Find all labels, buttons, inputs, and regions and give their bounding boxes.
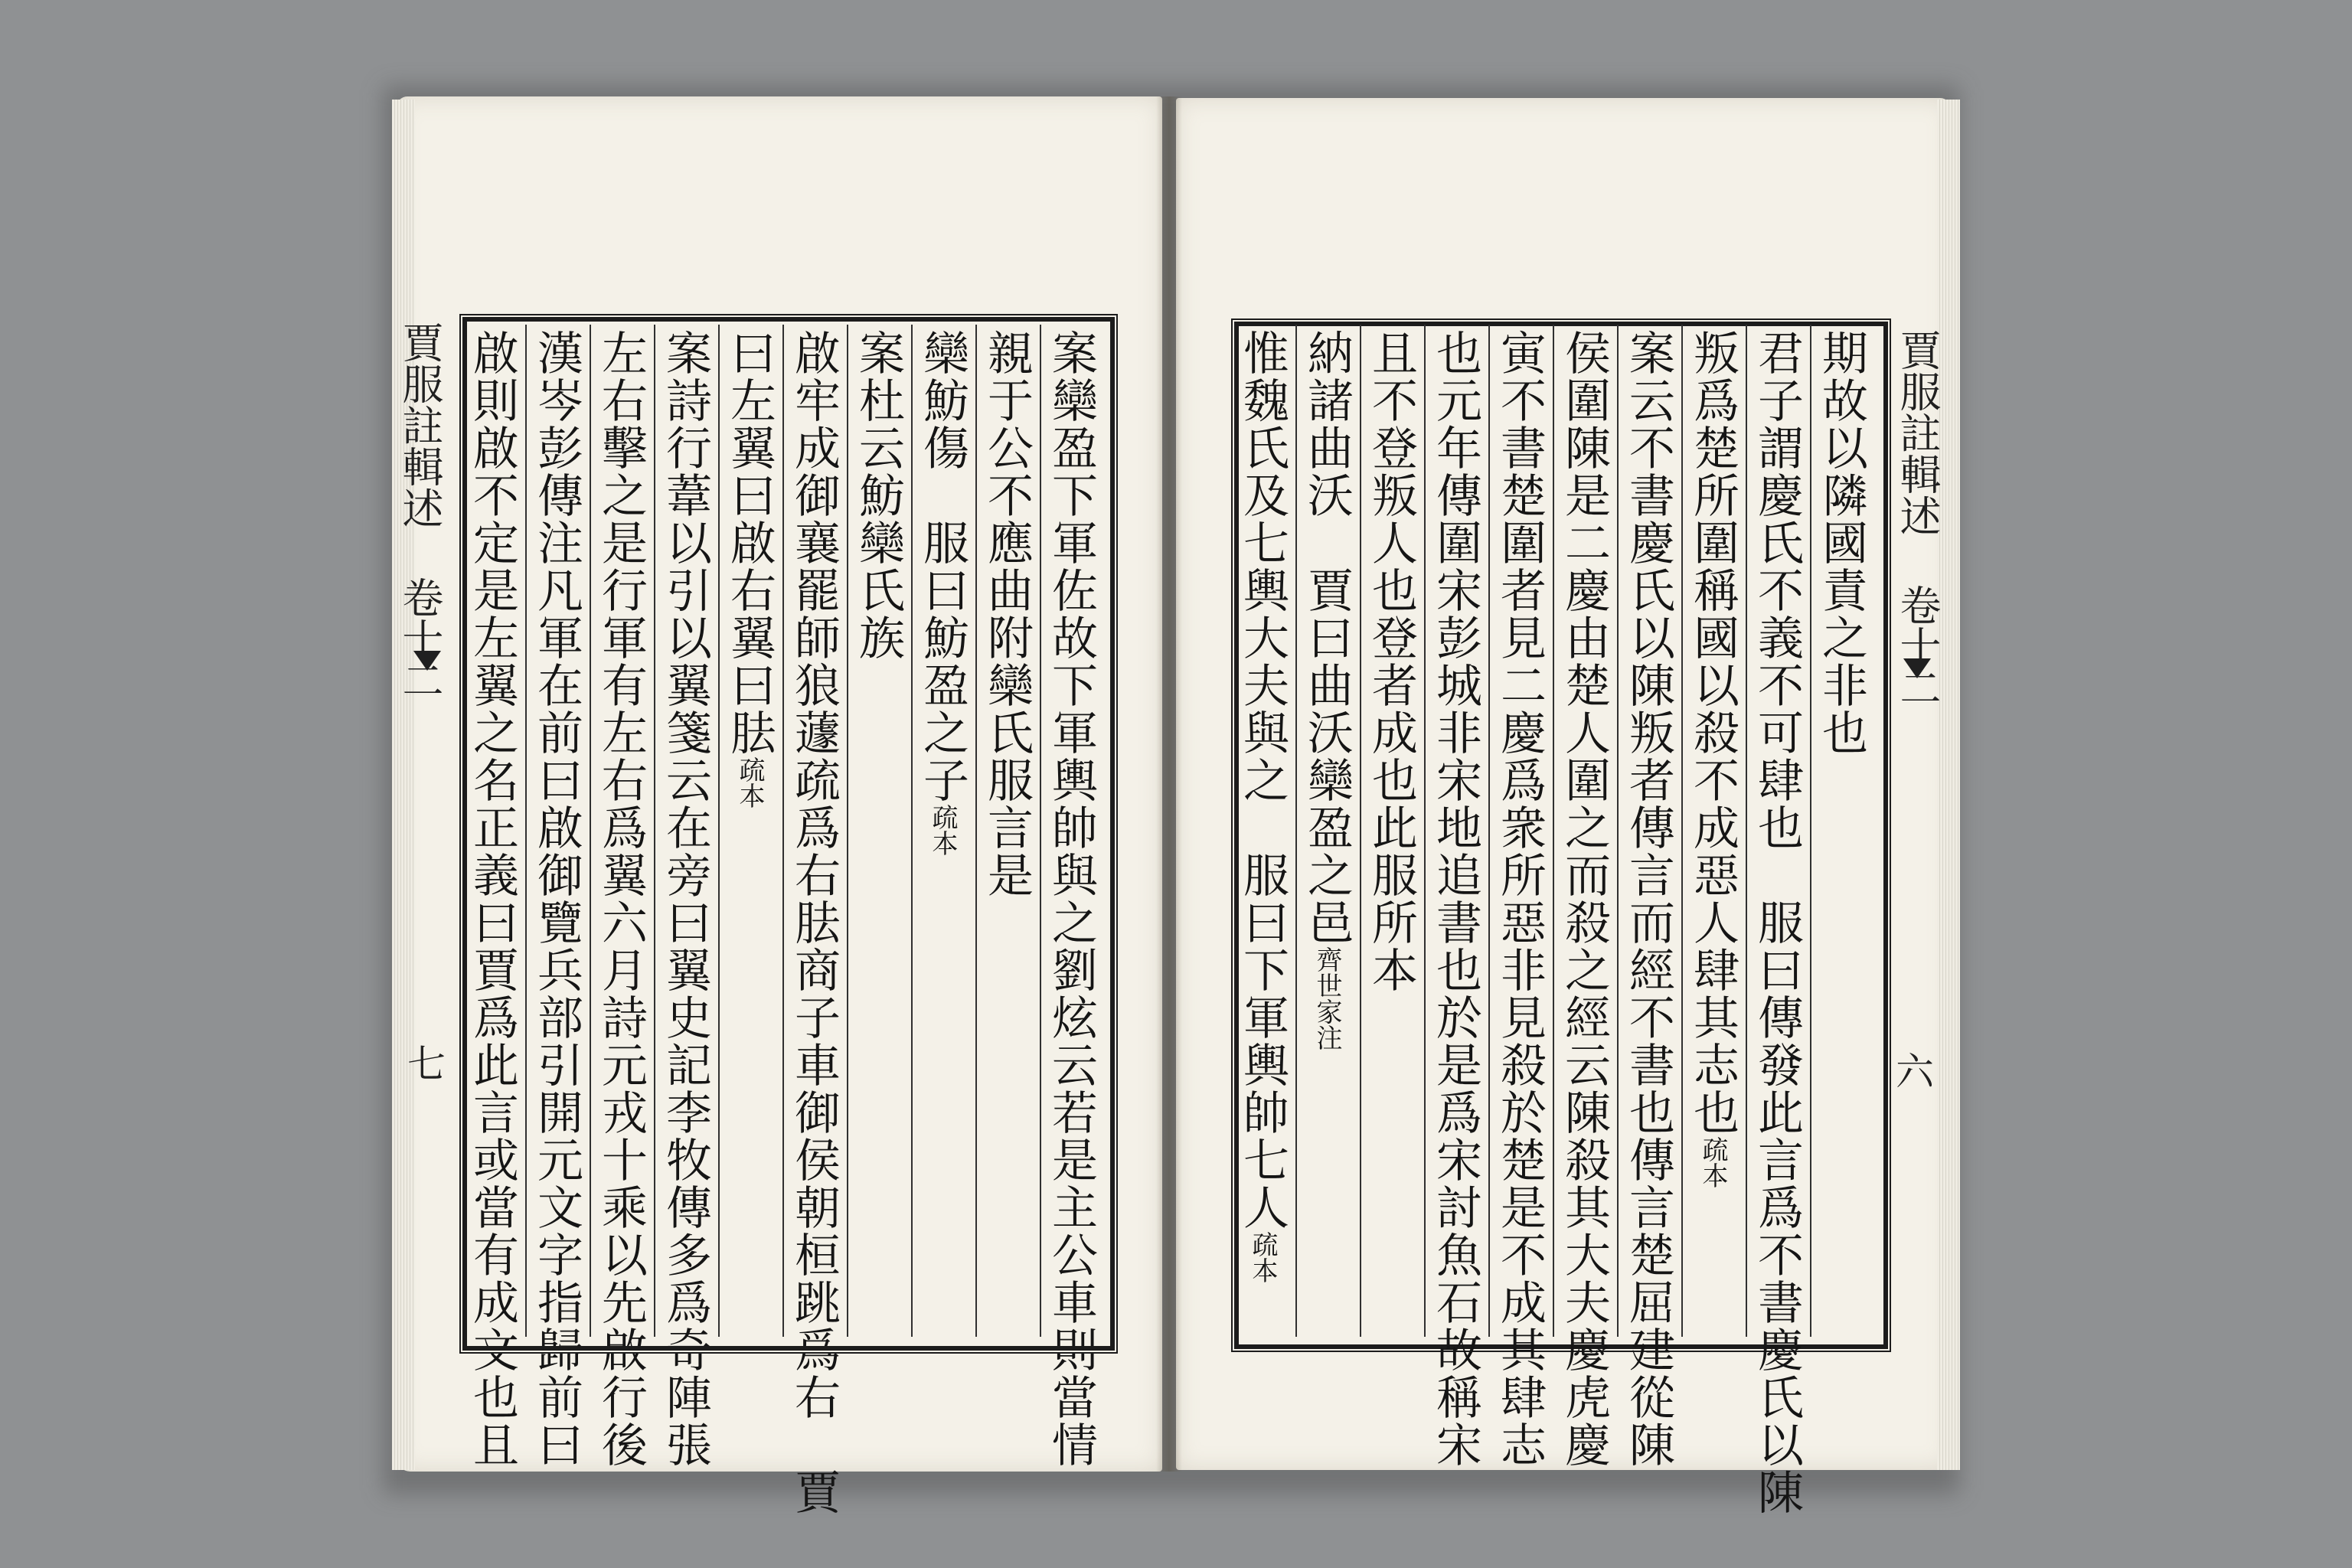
text-column (1815, 329, 1868, 1332)
column-text: 也元年傳圍宋彭城非宋地追書也於是爲宋討魚石故稱宋 (1429, 329, 1482, 1468)
left-page-frame (462, 317, 1115, 1351)
column-text: 曰左翼曰啟右翼曰胠 (723, 329, 776, 756)
column-text: 左右擊之是行軍有左右爲翼六月詩元戎十乘以先啟行後 (594, 329, 648, 1468)
column-note: 疏本 (734, 756, 765, 808)
column-text: 君子謂慶氏不義不可肆也 (1750, 329, 1804, 851)
column-text: 服曰傳發此言爲不書慶氏以陳 (1750, 899, 1804, 1516)
text-column (1622, 329, 1675, 1468)
column-text: 啟則啟不定是左翼之名正義曰賈爲此言或當有成文也且 (466, 329, 519, 1468)
book-gutter (1156, 96, 1182, 1472)
column-rule (1360, 325, 1361, 1337)
column-text: 服曰下軍輿帥七人 (1236, 851, 1289, 1231)
column-text: 案杜云魴欒氏族 (851, 329, 905, 662)
column-text: 漢岑彭傳注凡軍在前曰啟御覽兵部引開元文字指歸前曰 (530, 329, 583, 1468)
column-rule (1295, 325, 1297, 1337)
text-column (1750, 329, 1804, 1516)
column-text: 啟牢成御襄罷師狼蘧疏爲右胠商子車御侯朝桓跳爲右 (787, 329, 841, 1421)
column-text: 欒魴傷 (916, 329, 969, 472)
column-text: 案云不書慶氏以陳叛者傳言而經不書也傳言楚屈建從陳 (1622, 329, 1675, 1468)
fish-tail-mark-icon (1903, 658, 1931, 678)
text-column (1493, 329, 1547, 1468)
column-rule (1810, 325, 1811, 1337)
column-text: 案詩行葦以引以翼箋云在旁曰翼史記李牧傳多爲奇陣張 (658, 329, 712, 1468)
column-text: 寅不書楚圍者見二慶爲衆所惡非見殺於楚是不成其肆志 (1493, 329, 1547, 1468)
right-page-folio: 六 (1896, 1050, 1934, 1094)
column-note: 疏本 (927, 804, 958, 856)
column-rule (1681, 325, 1683, 1337)
column-space (1300, 519, 1354, 567)
text-column (1236, 329, 1289, 1332)
column-text: 且不登叛人也登者成也此服所本 (1364, 329, 1418, 994)
right-page-edges (1937, 100, 1960, 1470)
column-note: 疏本 (1247, 1231, 1278, 1283)
text-column (1364, 329, 1418, 1332)
column-space (787, 1421, 841, 1468)
column-rule (1746, 325, 1747, 1337)
column-text: 賈 (787, 1468, 841, 1516)
column-rule (1553, 325, 1554, 1337)
fish-tail-mark-icon (413, 651, 441, 671)
text-column (1557, 329, 1611, 1468)
column-space (1236, 804, 1289, 851)
column-note: 齊世家注 (1312, 946, 1342, 1050)
column-text: 侯圍陳是二慶由楚人圍之而殺之經云陳殺其大夫慶虎慶 (1557, 329, 1611, 1468)
column-note: 疏本 (1697, 1136, 1728, 1188)
column-text: 叛爲楚所圍稱國以殺不成惡人肆其志也 (1686, 329, 1740, 1136)
left-page-banner: 賈服註輯述 卷十二 (396, 322, 444, 701)
right-page-banner: 賈服註輯述 卷十二 (1893, 329, 1942, 708)
column-text: 案欒盈下軍佐故下軍輿帥與之劉炫云若是主公車則當情 (1044, 329, 1098, 1468)
column-text: 服曰魴盈之子 (916, 519, 969, 804)
column-rule (1424, 325, 1426, 1337)
column-text: 納諸曲沃 (1300, 329, 1354, 519)
text-column (1429, 329, 1482, 1468)
text-column (1686, 329, 1740, 1332)
column-rule (1617, 325, 1619, 1337)
column-rule (1488, 325, 1490, 1337)
left-page-edges (392, 100, 415, 1470)
text-column (1300, 329, 1354, 1332)
column-text: 惟魏氏及七輿大夫與之 (1236, 329, 1289, 804)
column-text: 親于公不應曲附欒氏服言是 (980, 329, 1034, 899)
left-page-folio: 七 (407, 1042, 446, 1086)
column-text: 賈曰曲沃欒盈之邑 (1300, 567, 1354, 946)
column-space (1750, 851, 1804, 899)
column-text: 期故以隣國責之非也 (1815, 329, 1868, 756)
